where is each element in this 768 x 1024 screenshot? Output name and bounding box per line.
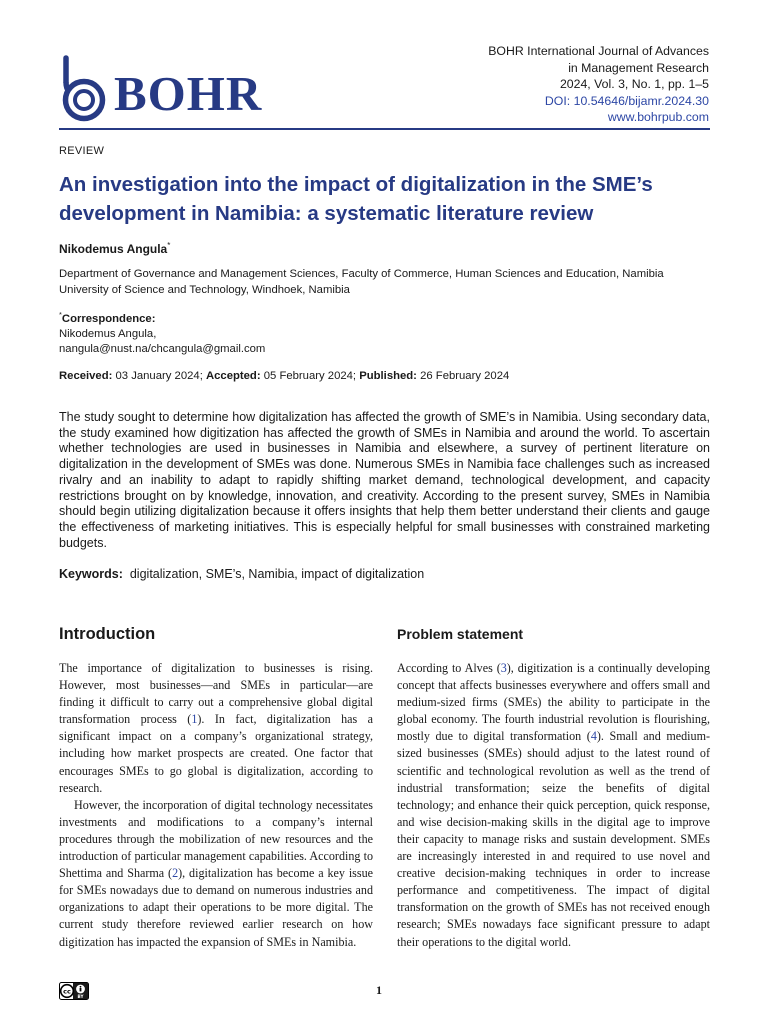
introduction-paragraph [59,797,373,951]
citation-link[interactable]: 4 [590,729,597,744]
affiliation [59,267,719,298]
affiliation-line1: Department of Governance and Management Sciences, Faculty of Commerce, Human Sciences and Education, Namibia [59,268,664,280]
intro-p2-text-a: However, the incorporation of digital technology necessitates investments and modifications to a company’s internal procedures through the mobilization of new resources and the introduction of particular management capabilities. According to Shettima and Sharma ( [59,797,373,881]
correspondence-mark: * [59,310,62,319]
bohr-emblem-icon [58,54,110,124]
bohr-logo[interactable] [58,54,262,124]
keywords-label: Keywords: [59,567,123,581]
doi-link[interactable]: DOI: 10.54646/bijamr.2024.30 [544,93,709,108]
citation-link[interactable]: 2 [172,866,179,881]
problem-statement-heading: Problem statement [397,626,524,642]
intro-p1-text-b: ). In fact, digitalization has a significant impact on a company’s organizational strategy, including how market prospects are created. One factor that encourages SMEs to go global is digitalization, according to research. [59,712,373,795]
received-label: Received: [59,370,113,382]
journal-name-line1: BOHR International Journal of Advances [488,44,709,58]
article-title: An investigation into the impact of digitalization in the SME’s development in Namibia: a systematic literature review [59,173,653,225]
author-name [59,241,170,256]
header-rule [59,128,710,130]
cc-by-icon [59,982,89,1000]
correspondence-label-text: Correspondence: [61,312,156,325]
published-date: 26 February 2024 [420,370,510,382]
correspondence-email[interactable]: nangula@nust.na/chcangula@gmail.com [59,342,266,355]
citation-link[interactable]: 1 [191,712,198,727]
problem-text-b: ), digitization is a continually developing concept that affects businesses everywhere and offers small and medium-sized firms (SMEs) the ability to participate in the global economy. The fourth industrial revolution is flourishing, mostly due to digital transformation ( [397,661,710,744]
abstract: The study sought to determine how digitalization has affected the growth of SME’s in Namibia. Using secondary data, the study examined how digitization has affected the growth of SMEs in Namibia and around the world. To ascertain whether technologies are used in businesses in Namibia and elsewhere, a survey of pertinent literature on digitalization in the development of SMEs was done. Numerous SMEs in Namibia face challenges such as increased rivalry and an inability to adapt to rapidly shifting market demand, technological development, and capacity restrictions brought on by knowledge, innovation, and creativity. According to the present survey, SMEs in Namibia should begin utilizing digitalization because it offers insights that help them better understand their clients and gauge the effectiveness of marketing initiatives. This is especially helpful for small businesses with constrained marketing budgets. [59,410,710,550]
website-link[interactable]: www.bohrpub.com [607,110,709,124]
accepted-label: Accepted: [205,370,261,382]
correspondence [59,307,265,357]
introduction-body [59,660,373,951]
bohr-wordmark: BOHR [114,66,263,121]
intro-p2-text-b: ), digitalization has become a key issue for SMEs nowadays due to demand on numerous industries and organizations to adapt their operations to be more digital. The current study therefore reviewed earlier research on how digitization has impacted the expansion of SMEs in Namibia. [59,866,374,949]
problem-paragraph [397,660,710,951]
intro-p1-text-a: The importance of digitalization to businesses is rising. However, most businesses—and SMEs in particular—are finding it difficult to carry out a comprehensive global digital transformation process ( [59,661,373,727]
introduction-paragraph [59,660,373,797]
affiliation-line2: University of Science and Technology, Windhoek, Namibia [59,283,350,296]
keywords [59,567,424,581]
cc-by-text: BY [77,994,84,999]
accepted-date: 05 February 2024 [263,370,353,382]
correspondence-label [59,307,265,327]
journal-issue: 2024, Vol. 3, No. 1, pp. 1–5 [559,77,709,91]
cc-by-license-badge[interactable] [59,982,89,1005]
svg-text:cc: cc [63,987,71,996]
article-type-label: REVIEW [59,145,105,157]
problem-statement-body [397,660,710,951]
author-mark: * [167,241,171,250]
keywords-text: digitalization, SME’s, Namibia, impact of digitalization [129,567,425,581]
journal-info [488,43,709,126]
published-label: Published: [359,370,417,382]
page-number: 1 [376,983,382,997]
introduction-heading: Introduction [59,625,156,643]
author-name-text: Nikodemus Angula [59,242,168,256]
problem-text-a: According to Alves ( [397,661,501,675]
problem-text-c: ). Small and medium-sized businesses (SMEs) should adjust to the latest round of scientific and technological revolution as well as the trend of industrial transformation; seize the benefits of digital technology; and enhance their quick perception, quick response, and wise decision-making skills in the digital age to improve their capacity to manage risks and sustain development. SMEs are increasingly interested in and required to use novel and creative decision-making techniques in order to increase performance and competitiveness. The impact of digital transformation on the growth of SMEs has not received enough research; SMEs nowadays face significant pressure to adapt their operations to the digital world. [397,729,711,949]
received-date: 03 January 2024 [115,370,200,382]
citation-link[interactable]: 3 [500,661,507,675]
correspondence-name: Nikodemus Angula, [59,327,157,340]
article-dates: Received: 03 January 2024; Accepted: 05 February 2024; Published: 26 February 2024 [59,370,510,382]
journal-name-line2: in Management Research [568,60,709,75]
